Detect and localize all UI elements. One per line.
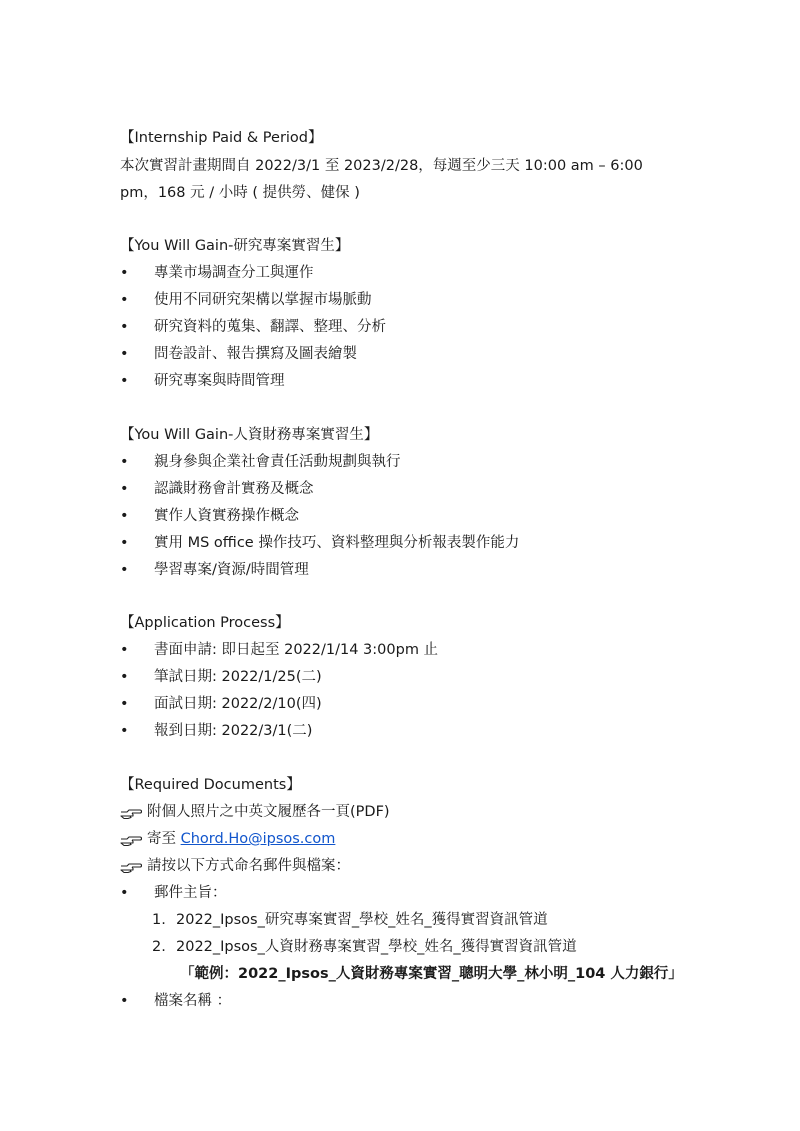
pointing-hand-icon [120, 804, 142, 820]
bullet-icon: • [120, 562, 129, 578]
process-heading: 【Application Process】 [120, 615, 290, 631]
gain-research-heading: 【You Will Gain-研究專案實習生】 [120, 238, 350, 254]
paid-period-line1: 本次實習計畫期間自 2022/3/1 至 2023/2/28，每週至少三天 10:00 am – 6:00 [120, 158, 643, 174]
bullet-icon: • [120, 885, 129, 901]
bullet-icon: • [120, 373, 129, 389]
paid-period-heading: 【Internship Paid & Period】 [120, 130, 323, 146]
bullet-icon: • [120, 292, 129, 308]
bullet-icon: • [120, 642, 129, 658]
bullet-icon: • [120, 508, 129, 524]
bullet-icon: • [120, 454, 129, 470]
document-page: 【Internship Paid & Period】 本次實習計畫期間自 2022/3/1 至 2023/2/28，每週至少三天 10:00 am – 6:00 pm，168 元 / 小時 ( 提供勞、健保 ) 【You Will Gain-研究專案實習生】 • 專業市場調查分工與運作 • 使用不同研究架構以掌握市場脈動 • 研究資料的蒐集、翻譯、整理、分析 • 問卷設計、報告撰寫及圖表繪製 • 研究專案與時間管理 【You Will Gain-人資財務專案實習生】 • 親身參與企業社會責任活動規劃與執行 • 認識財務會計實務及概念 • 實作人資實務操作概念 • 實用 MS office 操作技巧、資料整理與分析報表製作能力 • 學習專案/資源/時間管理 【Application Process】 • 書面申請: 即日起至 2022/1/14 3:00pm 止 • 筆試日期: 2022/1/25(二) • 面試日期: 2022/2/10(四) • 報到日期: 2022/3/1(二) 【Required Documents】 附個人照片之中英文履歷各一頁(PDF) 寄至 Chord.Ho@ipsos.com 請按以下方式命名郵件與檔案： • 郵件主旨： 1. 2022_Ipsos_研究專案實習_學校_姓名_獲得實習資訊管道 2. 2022_Ipsos_人資財務專案實習_學校_姓名_獲得實習資訊管道 「範例：2022_Ipsos_人資財務專案實習_聰明大學_林小明_104 人力銀行」 • 檔案名稱 ： [120, 130, 683, 1009]
bullet-icon: • [120, 723, 129, 739]
paid-period-line2: pm，168 元 / 小時 ( 提供勞、健保 ) [120, 185, 360, 201]
filename-example: 「範例：2022_Ipsos_人資財務專案實習_聰明大學_林小明_104 人力銀行」 [180, 966, 683, 982]
pointing-hand-icon [120, 858, 142, 874]
bullet-icon: • [120, 669, 129, 685]
bullet-icon: • [120, 319, 129, 335]
bullet-icon: • [120, 993, 129, 1009]
bullet-icon: • [120, 535, 129, 551]
bullet-icon: • [120, 346, 129, 362]
email-link[interactable]: Chord.Ho@ipsos.com [180, 831, 336, 847]
bullet-icon: • [120, 481, 129, 497]
bullet-icon: • [120, 265, 129, 281]
gain-hr-heading: 【You Will Gain-人資財務專案實習生】 [120, 427, 379, 443]
bullet-icon: • [120, 696, 129, 712]
pointing-hand-icon [120, 831, 142, 847]
documents-heading: 【Required Documents】 [120, 777, 301, 793]
